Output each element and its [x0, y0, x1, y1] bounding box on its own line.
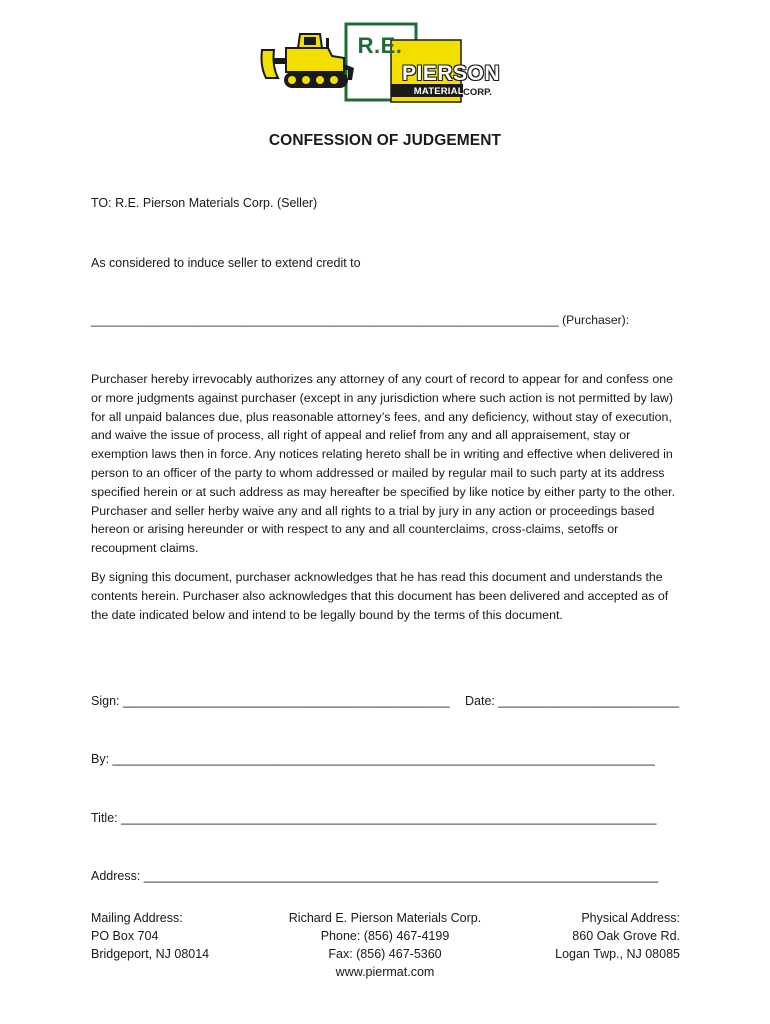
- purchaser-line[interactable]: _____________________________________________________________________ (Purchaser):: [91, 313, 630, 327]
- logo-re: R.E.: [357, 33, 403, 58]
- to-line: TO: R.E. Pierson Materials Corp. (Seller): [91, 196, 318, 210]
- sign-field[interactable]: Sign: _______________________________________________: [91, 694, 450, 708]
- physical-address-label: Physical Address:: [581, 911, 680, 925]
- bulldozer-icon: [262, 34, 355, 88]
- acknowledgement-paragraph: [91, 568, 681, 624]
- by-field[interactable]: By: ______________________________________________________________________________: [91, 752, 655, 766]
- consider-line: As considered to induce seller to extend credit to: [91, 256, 361, 270]
- authorization-paragraph: [91, 370, 681, 558]
- title-field[interactable]: Title: _____________________________________________________________________________: [91, 811, 657, 825]
- company-fax: Fax: (856) 467-5360: [328, 947, 442, 961]
- company-logo: [258, 22, 508, 104]
- company-contact-block: [230, 909, 540, 981]
- physical-address-block: [500, 909, 680, 963]
- logo-materials: MATERIALS: [413, 86, 471, 97]
- mailing-address-city: Bridgeport, NJ 08014: [91, 947, 210, 961]
- physical-address-street: 860 Oak Grove Rd.: [572, 929, 680, 943]
- authorization-text: Purchaser hereby irrevocably authorizes any attorney of any court of record to appear for and confess one or more judgments against purchaser (except in any jurisdiction where such action is not permitted by law) for all unpaid balances due, plus reasonable attorney’s fees, and any deficiency, without stay of execution, and waive the issue of process, all right of appeal and relief from any and all appraisement, stay or exemption laws then in force. Any notices relating hereto shall be in writing and effective when delivered in person to an officer of the party to whom addressed or mailed by regular mail to such party at its address specified herein or at such address as may hereafter be specified by like notice by either party to the other. Purchaser and seller herby waive any and all rights to a trial by jury in any action or proceedings based hereon or arising hereunder or with respect to any and all counterclaims, cross-claims, setoffs or recoupment claims.: [91, 372, 676, 556]
- mailing-address-po-box: PO Box 704: [91, 929, 159, 943]
- company-phone: Phone: (856) 467-4199: [320, 929, 450, 943]
- mailing-address-label: Mailing Address:: [91, 911, 183, 925]
- date-field[interactable]: Date: __________________________: [465, 694, 680, 708]
- address-field[interactable]: Address: __________________________________________________________________________: [91, 869, 659, 883]
- acknowledgement-text: By signing this document, purchaser acknowledges that he has read this document and understands the contents herein. Purchaser also acknowledges that this document has been delivered and accepted as of the date indicated below and intend to be legally bound by the terms of this document.: [91, 570, 669, 622]
- physical-address-city: Logan Twp., NJ 08085: [555, 947, 680, 961]
- logo-corp: CORP.: [463, 87, 492, 98]
- logo-pierson: PIERSON: [401, 62, 501, 85]
- document-title: CONFESSION OF JUDGEMENT: [268, 132, 502, 149]
- mailing-address-block: [91, 909, 209, 963]
- company-name: Richard E. Pierson Materials Corp.: [288, 911, 482, 925]
- company-website[interactable]: www.piermat.com: [335, 965, 435, 979]
